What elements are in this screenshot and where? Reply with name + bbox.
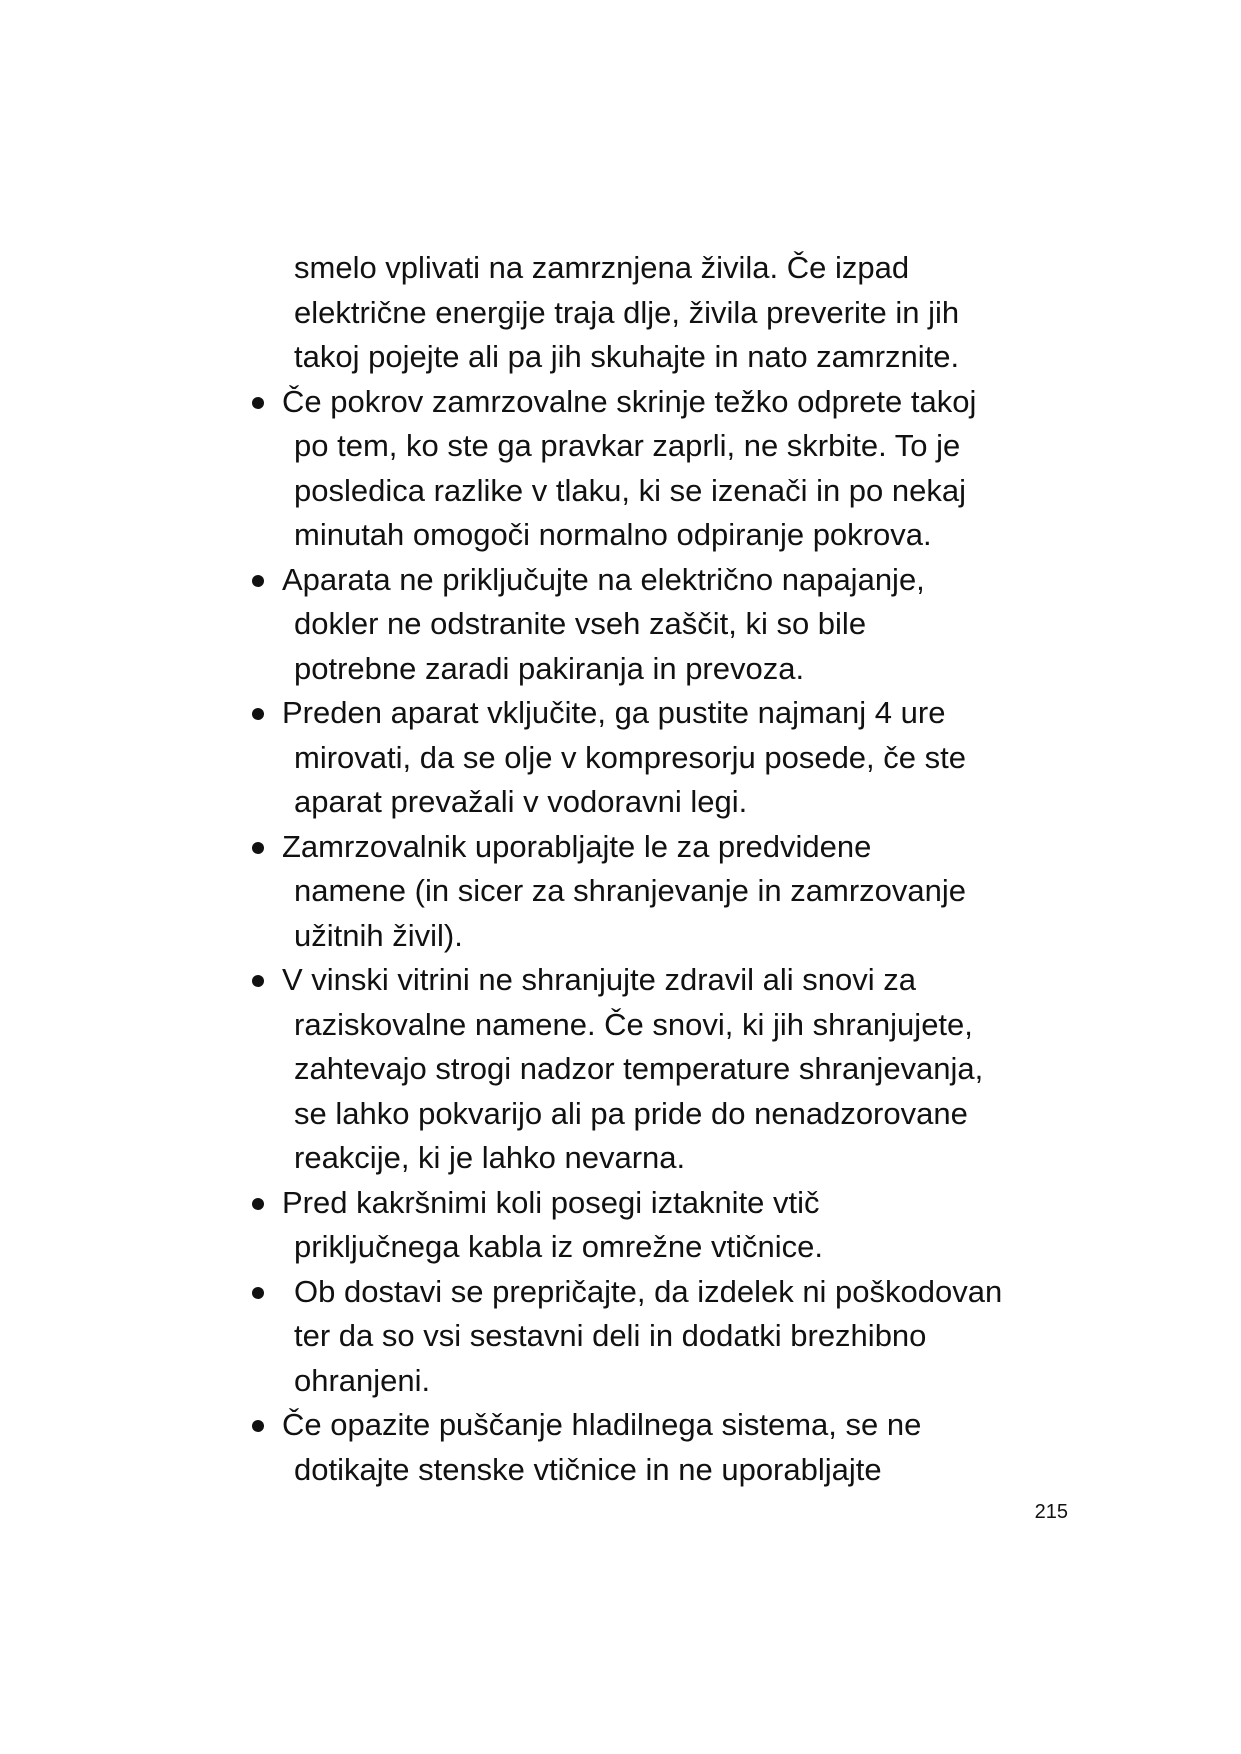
bullet-icon [252, 1420, 264, 1432]
bullet-first-line: Če opazite puščanje hladilnega sistema, se ne [282, 1407, 922, 1442]
page-number: 215 [1034, 1501, 1068, 1523]
text-line: ter da so vsi sestavni deli in dodatki brezhibno [294, 1318, 927, 1353]
bullet-first-line: Če pokrov zamrzovalne skrinje težko odprete takoj [282, 383, 977, 419]
bullet-item [246, 1403, 1066, 1492]
page-body [246, 246, 1066, 1492]
text-line: namene (in sicer za shranjevanje in zamrzovanje [294, 873, 966, 908]
bullet-item [246, 958, 1066, 1181]
text-line: takoj pojejte ali pa jih skuhajte in nato zamrznite. [294, 339, 960, 374]
bullet-first-line: Zamrzovalnik uporabljajte le za predvidene [282, 828, 872, 864]
bullet-item [246, 691, 1066, 825]
text-line: raziskovalne namene. Če snovi, ki jih shranjujete, [294, 1006, 973, 1042]
text-line: dokler ne odstranite vseh zaščit, ki so bile [294, 606, 867, 641]
text-line: posledica razlike v tlaku, ki se izenači in po nekaj [294, 472, 967, 508]
continuation-paragraph [246, 246, 1066, 380]
text-line: minutah omogoči normalno odpiranje pokrova. [294, 517, 932, 552]
bullet-icon [252, 842, 264, 854]
text-line: potrebne zaradi pakiranja in prevoza. [294, 650, 805, 686]
text-line: priključnega kabla iz omrežne vtičnice. [294, 1229, 823, 1264]
bullet-icon [252, 1287, 264, 1299]
text-line: ohranjeni. [294, 1362, 431, 1398]
bullet-item [246, 1270, 1066, 1404]
bullet-icon [252, 708, 264, 720]
text-line: reakcije, ki je lahko nevarna. [294, 1140, 686, 1175]
bullet-icon [252, 1198, 264, 1210]
bullet-icon [252, 975, 264, 987]
bullet-first-line: Ob dostavi se prepričajte, da izdelek ni poškodovan [294, 1273, 1003, 1309]
bullet-item [246, 825, 1066, 959]
text-line: zahtevajo strogi nadzor temperature shranjevanja, [294, 1051, 984, 1086]
bullet-first-line: Pred kakršnimi koli posegi iztaknite vtič [282, 1184, 820, 1220]
bullet-item [246, 558, 1066, 692]
text-line: mirovati, da se olje v kompresorju posede, če ste [294, 739, 966, 775]
text-line: se lahko pokvarijo ali pa pride do nenadzorovane [294, 1095, 968, 1131]
bullet-icon [252, 397, 264, 409]
bullet-first-line: Preden aparat vključite, ga pustite najmanj 4 ure [282, 695, 946, 730]
safety-bullet-list [246, 380, 1066, 1493]
text-line: aparat prevažali v vodoravni legi. [294, 784, 748, 819]
text-line: dotikajte stenske vtičnice in ne uporabljajte [294, 1451, 882, 1487]
text-line: užitnih živil). [294, 917, 463, 953]
bullet-item [246, 380, 1066, 558]
bullet-icon [252, 575, 264, 587]
text-line: smelo vplivati na zamrznjena živila. Če izpad [294, 250, 910, 285]
bullet-first-line: Aparata ne priključujte na električno napajanje, [282, 561, 925, 597]
text-line: električne energije traja dlje, živila preverite in jih [294, 294, 960, 330]
bullet-first-line: V vinski vitrini ne shranjujte zdravil ali snovi za [282, 962, 917, 997]
bullet-item [246, 1181, 1066, 1270]
text-line: po tem, ko ste ga pravkar zaprli, ne skrbite. To je [294, 428, 961, 463]
